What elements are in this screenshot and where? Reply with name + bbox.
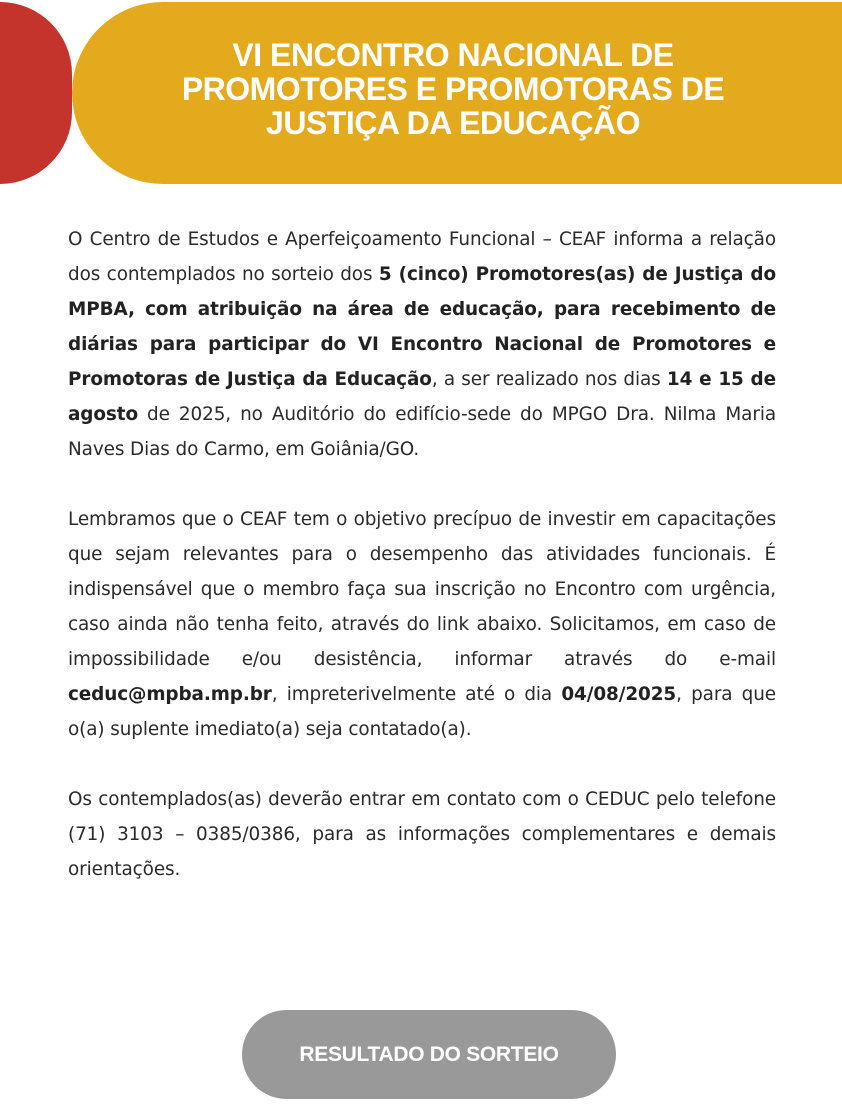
title-line-3: JUSTIÇA DA EDUCAÇÃO	[266, 105, 640, 141]
title-line-2: PROMOTORES E PROMOTORAS DE	[181, 71, 725, 107]
page-title	[120, 38, 786, 140]
reminder-text-2: , impreterivelmente até o dia	[271, 684, 562, 705]
deadline-date: 04/08/2025	[561, 684, 677, 705]
reminder-text-1: Lembramos que o CEAF tem o objetivo precípuo de investir em capacitações que sejam relevantes para o desempenho das atividades funcionais. É indispensável que o membro faça sua inscrição no Encontro com urgência, caso ainda não tenha feito, através do link abaixo. Solicitamos, em caso de impossibilidade e/ou desistência, informar através do e-mail	[68, 509, 776, 670]
announcement-body	[68, 222, 776, 887]
paragraph-intro	[68, 222, 776, 467]
intro-bold-subject: 5 (cinco) Promotores(as) de Justiça do MPBA, com atribuição na área de educação, para recebimento de diárias para participar do VI Encontro Nacional de Promotores e Promotoras de Justiça da Educação	[68, 264, 776, 390]
draw-result-button[interactable]: RESULTADO DO SORTEIO	[242, 1010, 616, 1099]
intro-text-2: , a ser realizado nos dias	[431, 369, 667, 390]
title-line-1: VI ENCONTRO NACIONAL DE	[232, 37, 674, 73]
decorative-red-circle	[0, 2, 72, 184]
intro-text-3: de 2025, no Auditório do edifício-sede do MPGO Dra. Nilma Maria Naves Dias do Carmo, em Goiânia/GO.	[68, 404, 776, 460]
contact-text: Os contemplados(as) deverão entrar em contato com o CEDUC pelo telefone (71) 3103 – 0385/0386, para as informações complementares e demais orientações.	[68, 789, 776, 880]
reminder-text-3: , para que o(a) suplente imediato(a) seja contatado(a).	[68, 684, 776, 740]
paragraph-contact	[68, 782, 776, 887]
paragraph-reminder	[68, 502, 776, 747]
event-dates: 14 e 15 de agosto	[68, 369, 776, 425]
intro-text-1: O Centro de Estudos e Aperfeiçoamento Funcional – CEAF informa a relação dos contemplados no sorteio dos	[68, 229, 776, 285]
contact-email[interactable]: ceduc@mpba.mp.br	[68, 684, 272, 705]
